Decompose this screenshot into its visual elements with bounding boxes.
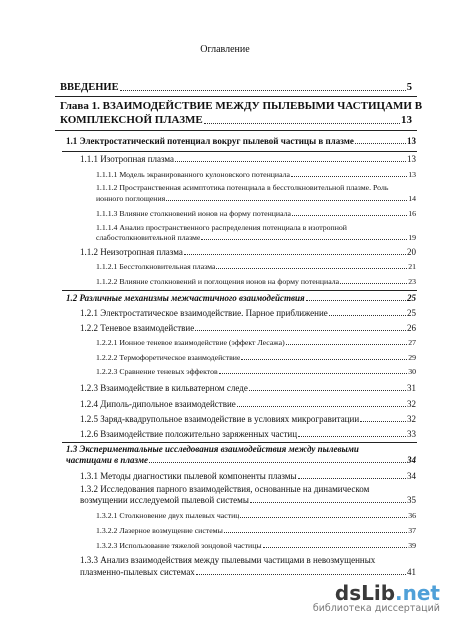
toc-entry-page: 14 [408,194,416,203]
toc-entry[interactable] [96,541,416,550]
toc-entry-text: КОМПЛЕКСНОЙ ПЛАЗМЕ [60,114,203,126]
dslib-logo [313,581,440,605]
toc-entry-text: 1.2.6 Взаимодействие положительно заряженных частиц [80,429,298,439]
dot-leader [240,517,407,518]
toc-entry[interactable] [66,293,416,303]
toc-entry-text: 1.1.2.1 Бесстолкновительная плазма [96,262,216,271]
toc-entry-text: 1.3.2.1 Столкновение двух пылевых частиц [96,511,240,520]
dslib-watermark [313,581,440,614]
toc-entry-page: 31 [407,383,416,393]
toc-entry[interactable] [80,429,416,439]
dot-leader [184,254,406,255]
toc-entry[interactable] [96,209,416,218]
toc-entry[interactable] [96,353,416,362]
dot-leader [263,547,408,548]
toc-entry-page: 26 [407,323,416,333]
toc-entry-text[interactable]: 1.3.3 Анализ взаимодействия между пылевыми частицами в невозмущенных [80,555,376,565]
toc-entry[interactable] [96,511,416,520]
toc-entry-text: плазменно-пылевых системах [80,567,195,577]
toc-entry-page: 13 [401,114,412,126]
toc-entry-page: 5 [406,82,412,93]
toc-entry-text: 1.3.2.2 Лазерное возмущение системы [96,526,223,535]
toc-entry-page: 30 [408,367,416,376]
toc-entry-text[interactable]: 1.3.2 Исследования парного взаимодействия, основанные на динамическом [80,484,370,494]
toc-entry-page: 13 [407,154,416,164]
row-divider [55,96,417,97]
toc-entry[interactable] [66,136,416,146]
toc-entry[interactable] [80,308,416,318]
toc-entry-text: 1.2 Различные механизмы межчастичного взаимодействия [66,293,305,303]
dot-leader [355,143,406,144]
toc-entry-page: 25 [407,308,416,318]
toc-entry-page: 32 [407,414,416,424]
toc-entry[interactable] [80,399,416,409]
toc-entry-intro[interactable] [60,82,412,93]
toc-entry[interactable] [80,247,416,257]
toc-entry[interactable] [96,526,416,535]
dot-leader [216,268,407,269]
toc-entry-text: ВВЕДЕНИЕ [60,82,119,93]
toc-entry-page: 35 [407,495,416,505]
toc-entry[interactable] [96,262,416,271]
toc-entry-page: 36 [408,511,416,520]
row-divider [55,130,417,131]
dot-leader [298,436,406,437]
toc-entry-page: 16 [408,209,416,218]
toc-entry-text[interactable]: 1.3 Экспериментальные исследования взаимодействия между пылевыми [66,444,359,454]
dot-leader [204,123,400,124]
toc-entry-page: 34 [407,455,416,465]
dot-leader [286,344,407,345]
dot-leader [201,239,407,240]
dot-leader [219,373,408,374]
toc-entry-text: 1.3.2.3 Использование тяжелой зондовой частицы [96,541,262,550]
toc-entry[interactable] [96,170,416,179]
toc-entry-chapter1[interactable] [60,114,412,126]
toc-entry[interactable] [80,495,416,505]
toc-entry[interactable] [66,455,416,465]
toc-entry-page: 29 [408,353,416,362]
toc-entry-text: 1.1.1.1 Модель экранированного кулоновского потенциала [96,170,290,179]
toc-chapter-title[interactable]: Глава 1. ВЗАИМОДЕЙСТВИЕ МЕЖДУ ПЫЛЕВЫМИ ЧАСТИЦАМИ В [60,100,423,112]
toc-entry-page: 33 [407,429,416,439]
dot-leader [292,215,407,216]
toc-entry-page: 37 [408,526,416,535]
toc-entry[interactable] [96,194,416,203]
row-divider [62,151,417,152]
toc-entry-text: 1.1.1 Изотропная плазма [80,154,175,164]
dot-leader [306,300,406,301]
toc-entry[interactable] [80,323,416,333]
dot-leader [166,200,407,201]
toc-entry[interactable] [80,154,416,164]
dot-leader [249,390,406,391]
toc-entry-page: 39 [408,541,416,550]
toc-entry[interactable] [96,233,416,242]
toc-entry-page: 41 [407,567,416,577]
dot-leader [237,406,406,407]
toc-entry-page: 27 [408,338,416,347]
dot-leader [250,502,406,503]
toc-entry-text: 1.2.2.1 Ионное теневое взаимодействие (эффект Лесажа) [96,338,285,347]
row-divider [62,290,417,291]
toc-entry-text[interactable]: 1.1.1.4 Анализ пространственного распределения потенциала в изотропной [96,223,347,232]
toc-entry-page: 23 [408,277,416,286]
dot-leader [120,90,406,91]
toc-entry-page: 21 [408,262,416,271]
toc-entry-text: 1.1.1.3 Влияние столкновений ионов на форму потенциала [96,209,291,218]
toc-entry-text: 1.2.3 Взаимодействие в кильватерном следе [80,383,248,393]
toc-entry[interactable] [80,414,416,424]
toc-entry[interactable] [96,367,416,376]
dslib-tagline: библиотека диссертаций [312,603,440,614]
dot-leader [329,315,406,316]
toc-entry-text: слабостолкновительной плазме [96,233,201,242]
dot-leader [149,462,406,463]
dot-leader [241,359,407,360]
toc-entry-text: 1.2.2.3 Сравнение теневых эффектов [96,367,218,376]
toc-entry-text: ионного поглощения [96,194,166,203]
toc-entry[interactable] [80,567,416,577]
toc-entry-text: 1.2.2 Теневое взаимодействие [80,323,195,333]
toc-entry-text: 1.2.5 Заряд-квадрупольное взаимодействие в условиях микрогравитации [80,414,360,424]
toc-entry-text: 1.1 Электростатический потенциал вокруг пылевой частицы в плазме [66,136,354,146]
dot-leader [340,283,407,284]
toc-entry[interactable] [96,277,416,286]
toc-entry-text: 1.1.2 Неизотропная плазма [80,247,183,257]
dot-leader [195,330,406,331]
toc-entry[interactable] [80,471,416,481]
dot-leader [224,532,407,533]
dot-leader [196,574,406,575]
toc-entry-page: 20 [407,247,416,257]
toc-entry-page: 25 [407,293,416,303]
toc-entry-page: 13 [407,136,416,146]
toc-entry-text: 1.2.1 Электростатическое взаимодействие. Парное приближение [80,308,328,318]
toc-entry-text: частицами в плазме [66,455,148,465]
toc-entry-text[interactable]: 1.1.1.2 Пространственная асимптотика потенциала в бесстолкновительной плазме. Роль [96,183,389,192]
dot-leader [175,161,406,162]
toc-entry-page: 32 [407,399,416,409]
toc-entry-text: возмущении исследуемой пылевой системы [80,495,249,505]
dot-leader [291,176,407,177]
toc-entry-page: 19 [408,233,416,242]
logo-tld: .net [395,581,440,605]
toc-entry[interactable] [80,383,416,393]
toc-entry-page: 34 [407,471,416,481]
toc-entry-page: 13 [408,170,416,179]
toc-entry[interactable] [96,338,416,347]
toc-entry-text: 1.2.4 Диполь-дипольное взаимодействие [80,399,236,409]
toc-entry-text: 1.1.2.2 Влияние столкновений и поглощения ионов на форму потенциала [96,277,340,286]
toc-heading: Оглавление [200,44,250,55]
dot-leader [360,421,406,422]
toc-entry-text: 1.2.2.2 Термофоретическое взаимодействие [96,353,241,362]
row-divider [62,442,417,443]
toc-entry-text: 1.3.1 Методы диагностики пылевой компоненты плазмы [80,471,297,481]
logo-main: dsLib [334,581,396,605]
dot-leader [298,478,406,479]
